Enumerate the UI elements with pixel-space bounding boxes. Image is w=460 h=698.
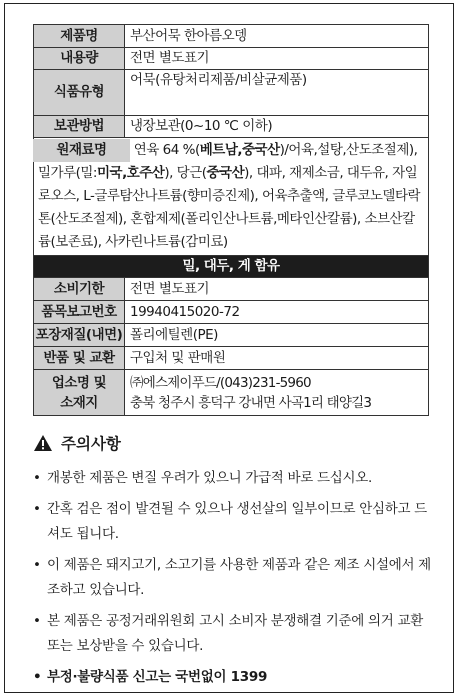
ingredients-origin-3: 중국산 bbox=[206, 165, 245, 181]
content-value: 전면 별도표기 bbox=[125, 48, 429, 70]
expiry-key: 소비기한 bbox=[34, 278, 125, 301]
caution-section bbox=[33, 432, 433, 696]
row-report-no bbox=[34, 301, 429, 324]
storage-key: 보관방법 bbox=[34, 116, 125, 138]
food-type-value: 어묵(유탕처리제품/비살균제품) bbox=[125, 70, 429, 116]
content-key: 내용량 bbox=[34, 48, 125, 70]
row-allergen bbox=[34, 256, 429, 278]
row-food-type bbox=[34, 70, 429, 116]
ingredients-origin-1: 베트남,중국산 bbox=[199, 142, 280, 158]
row-storage bbox=[34, 116, 429, 138]
allergen-banner: 밀, 대두, 게 함유 bbox=[34, 256, 429, 278]
caution-item-2: • 간혹 검은 점이 발견될 수 있으나 생선살의 일부이므로 안심하고 드셔도 됩니다. bbox=[33, 497, 433, 547]
row-expiry bbox=[34, 278, 429, 301]
warning-icon bbox=[33, 434, 53, 452]
product-info-table bbox=[33, 24, 429, 416]
caution-item-1: • 개봉한 제품은 변질 우려가 있으니 가급적 바로 드십시오. bbox=[33, 466, 433, 491]
product-name-key: 제품명 bbox=[34, 25, 125, 48]
caution-heading bbox=[33, 432, 433, 454]
product-name-value: 부산어묵 한아름오뎅 bbox=[125, 25, 429, 48]
row-ingredients bbox=[34, 138, 429, 256]
caution-item-5: • 부정·불량식품 신고는 국번없이 1399 bbox=[33, 665, 433, 690]
row-content bbox=[34, 48, 429, 70]
ingredients-text-3: ), 당근( bbox=[164, 165, 207, 181]
ingredients-text-1: 연육 64 %( bbox=[133, 142, 200, 158]
expiry-value: 전면 별도표기 bbox=[125, 278, 429, 301]
company-key-line1: 업소명 및 bbox=[51, 374, 107, 391]
caution-title: 주의사항 bbox=[61, 435, 121, 453]
caution-list bbox=[33, 466, 433, 690]
returns-value: 구입처 및 판매원 bbox=[125, 347, 429, 370]
caution-item-3: • 이 제품은 돼지고기, 소고기를 사용한 제품과 같은 제조 시설에서 제조하고 있습니다. bbox=[33, 553, 433, 603]
company-address: 충북 청주시 흥덕구 강내면 사곡1리 태양길3 bbox=[130, 394, 372, 411]
food-type-key: 식품유형 bbox=[34, 70, 125, 116]
returns-key: 반품 및 교환 bbox=[34, 347, 125, 370]
ingredients-origin-2: 미국,호주산 bbox=[96, 165, 165, 181]
ingredients-cell bbox=[34, 138, 429, 256]
company-name-phone: ㈜에스제이푸드/(043)231-5960 bbox=[130, 374, 311, 391]
ingredients-key: 원재료명 bbox=[33, 139, 130, 162]
ingredients-text-4: ), 대파, 재제소금, 대두유, 자일로오스, L-글루탐산나트륨(향미증진제), 어육추출액, 글루코노델타락톤(산도조절제), 혼합제제(폴리인산나트륨,메타인산칼륨), 소브산칼륨(보존료), 사카린나트륨(감미료) bbox=[38, 165, 421, 250]
row-returns bbox=[34, 347, 429, 370]
report-no-key: 품목보고번호 bbox=[34, 301, 125, 324]
row-product-name bbox=[34, 25, 429, 48]
storage-value: 냉장보관(0~10 ℃ 이하) bbox=[125, 116, 429, 138]
caution-item-4: • 본 제품은 공정거래위원회 고시 소비자 분쟁해결 기준에 의거 교환 또는 보상받을 수 있습니다. bbox=[33, 609, 433, 659]
report-no-value: 19940415020-72 bbox=[125, 301, 429, 324]
ingredients-text-2: )/어육,설탕,산도조절제), 밀가루(밀: bbox=[38, 142, 418, 181]
company-key bbox=[34, 370, 125, 416]
packaging-key: 포장재질(내면) bbox=[34, 324, 125, 347]
packaging-value: 폴리에틸렌(PE) bbox=[125, 324, 429, 347]
row-packaging bbox=[34, 324, 429, 347]
company-value bbox=[125, 370, 429, 416]
company-key-line2: 소재지 bbox=[60, 394, 98, 411]
row-company bbox=[34, 370, 429, 416]
